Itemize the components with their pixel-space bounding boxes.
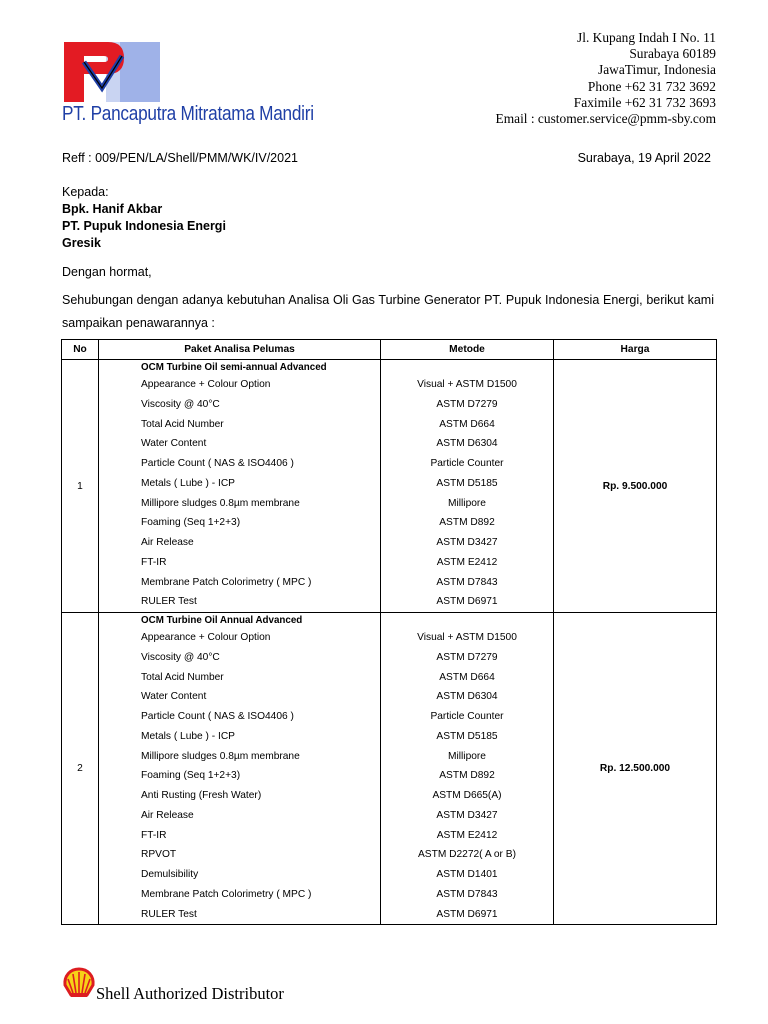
test-item: Membrane Patch Colorimetry ( MPC ) xyxy=(141,888,312,900)
test-item: Metals ( Lube ) - ICP xyxy=(141,477,235,489)
test-item: Anti Rusting (Fresh Water) xyxy=(141,790,262,801)
test-item: FT-IR xyxy=(141,829,167,841)
table-row xyxy=(62,613,717,925)
test-item: Metals ( Lube ) - ICP xyxy=(141,730,235,742)
header-method: Metode xyxy=(381,340,554,360)
test-item: Viscosity @ 40°C xyxy=(141,398,220,410)
recipient-name: Bpk. Hanif Akbar xyxy=(62,202,163,216)
test-method: ASTM D5185 xyxy=(436,730,498,742)
test-method: ASTM D7279 xyxy=(436,398,498,410)
package-title: OCM Turbine Oil Annual Advanced xyxy=(141,615,303,626)
test-item: Millipore sludges 0.8µm membrane xyxy=(141,750,300,762)
test-method: Millipore xyxy=(448,750,486,762)
address-line: JawaTimur, Indonesia xyxy=(598,62,716,78)
quotation-table xyxy=(61,339,717,925)
test-item: RPVOT xyxy=(141,849,177,861)
test-method: ASTM D7279 xyxy=(436,651,498,663)
shell-logo-icon xyxy=(62,966,96,1000)
test-method: Millipore xyxy=(448,497,486,509)
test-method: ASTM D6971 xyxy=(436,908,498,920)
test-item: Air Release xyxy=(141,537,194,548)
test-method: ASTM D664 xyxy=(439,671,495,683)
test-item: Millipore sludges 0.8µm membrane xyxy=(141,497,300,509)
test-method: Particle Counter xyxy=(430,711,504,722)
test-method: ASTM D6304 xyxy=(436,438,498,450)
email-line: Email : customer.service@pmm-sby.com xyxy=(495,111,716,127)
row-number: 1 xyxy=(62,360,99,613)
recipient-city: Gresik xyxy=(62,236,101,250)
test-method: ASTM D2272( A or B) xyxy=(418,849,516,861)
test-method: ASTM D892 xyxy=(439,517,495,529)
letter-date: Surabaya, 19 April 2022 xyxy=(577,151,711,165)
header-no: No xyxy=(62,340,99,360)
test-method: ASTM D3427 xyxy=(436,809,498,821)
test-method: ASTM E2412 xyxy=(436,556,498,568)
test-item: Membrane Patch Colorimetry ( MPC ) xyxy=(141,576,312,588)
intro-paragraph: Sehubungan dengan adanya kebutuhan Analisa Oli Gas Turbine Generator PT. Pupuk Indonesia Energi, berikut kami sampaikan penawarannya : xyxy=(62,293,714,330)
package-cell xyxy=(99,613,381,925)
test-method: ASTM D6971 xyxy=(436,596,498,608)
reference-number: Reff : 009/PEN/LA/Shell/PMM/WK/IV/2021 xyxy=(62,151,298,165)
package-cell xyxy=(99,360,381,613)
test-item: Particle Count ( NAS & ISO4406 ) xyxy=(141,711,294,722)
test-item: RULER Test xyxy=(141,596,197,608)
address-line: Surabaya 60189 xyxy=(629,46,716,62)
test-item: Air Release xyxy=(141,809,194,821)
method-spacer xyxy=(381,613,553,628)
price-cell: Rp. 9.500.000 xyxy=(554,360,717,613)
company-name: PT. Pancaputra Mitratama Mandiri xyxy=(62,103,314,125)
test-item: Foaming (Seq 1+2+3) xyxy=(141,770,241,782)
recipient-company: PT. Pupuk Indonesia Energi xyxy=(62,219,226,233)
test-item: Water Content xyxy=(141,691,207,703)
test-method: ASTM D664 xyxy=(439,418,495,430)
recipient-block xyxy=(62,184,226,252)
test-item: Appearance + Colour Option xyxy=(141,379,271,390)
test-method: ASTM D6304 xyxy=(436,691,498,703)
method-spacer xyxy=(381,360,553,375)
greeting: Dengan hormat, xyxy=(62,265,152,279)
pmm-logo-icon xyxy=(62,40,172,102)
test-method: ASTM D665(A) xyxy=(432,790,502,801)
company-address xyxy=(496,30,716,127)
phone-line: Phone +62 31 732 3692 xyxy=(587,78,716,94)
package-title: OCM Turbine Oil semi-annual Advanced xyxy=(141,362,327,373)
header-package: Paket Analisa Pelumas xyxy=(99,340,381,360)
address-line: Jl. Kupang Indah I No. 11 xyxy=(577,30,716,45)
test-method: Particle Counter xyxy=(430,458,504,469)
test-method: ASTM D892 xyxy=(439,770,495,782)
to-label: Kepada: xyxy=(62,185,109,199)
row-number: 2 xyxy=(62,613,99,925)
test-method: ASTM D5185 xyxy=(436,477,498,489)
test-method: ASTM D1401 xyxy=(436,869,498,880)
test-item: FT-IR xyxy=(141,556,167,568)
test-method: Visual + ASTM D1500 xyxy=(417,632,517,643)
test-item: Foaming (Seq 1+2+3) xyxy=(141,517,241,529)
test-item: Water Content xyxy=(141,438,207,450)
price-cell: Rp. 12.500.000 xyxy=(554,613,717,925)
table-row xyxy=(62,360,717,613)
test-method: ASTM D7843 xyxy=(436,888,498,900)
test-item: Total Acid Number xyxy=(141,671,224,683)
method-cell xyxy=(381,360,554,613)
test-method: ASTM E2412 xyxy=(436,829,498,841)
test-method: Visual + ASTM D1500 xyxy=(417,379,517,390)
test-item: RULER Test xyxy=(141,908,197,920)
header-price: Harga xyxy=(554,340,717,360)
test-method: ASTM D7843 xyxy=(436,576,498,588)
table-header-row xyxy=(62,340,717,360)
test-item: Appearance + Colour Option xyxy=(141,632,271,643)
test-item: Demulsibility xyxy=(141,869,199,880)
test-item: Particle Count ( NAS & ISO4406 ) xyxy=(141,458,294,469)
test-item: Total Acid Number xyxy=(141,418,224,430)
fax-line: Faximile +62 31 732 3693 xyxy=(573,94,716,110)
test-method: ASTM D3427 xyxy=(436,537,498,548)
footer-text: Shell Authorized Distributor xyxy=(96,984,284,1003)
test-item: Viscosity @ 40°C xyxy=(141,651,220,663)
method-cell xyxy=(381,613,554,925)
